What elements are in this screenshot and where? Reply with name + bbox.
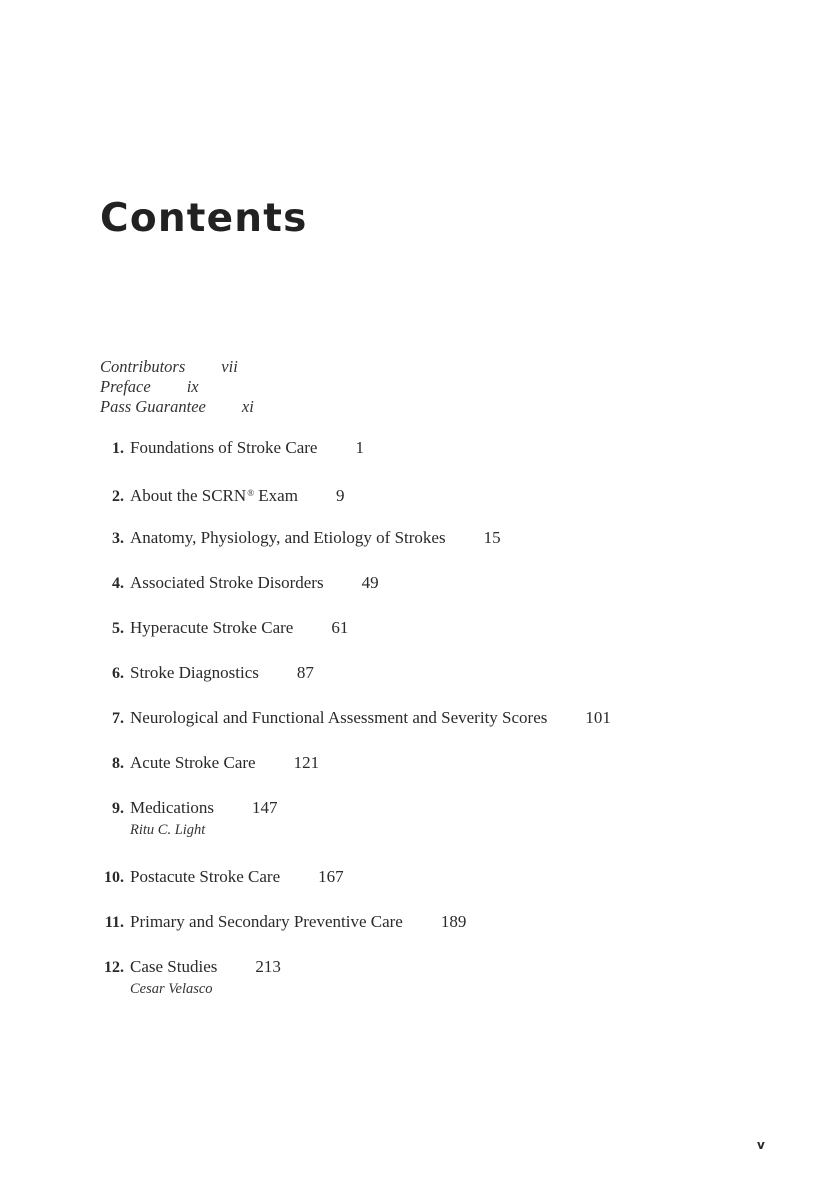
front-matter-label: Preface [100,377,151,396]
chapter-entry[interactable] [100,482,344,504]
chapter-title: Anatomy, Physiology, and Etiology of Strokes [130,528,446,547]
chapter-author: Cesar Velasco [130,981,213,997]
chapter-page: 87 [296,663,314,682]
page-number: v [757,1138,765,1152]
page-title: Contents [100,196,308,241]
chapter-number: 5. [112,620,124,637]
chapter-entry[interactable] [100,956,281,999]
front-matter-label: Pass Guarantee [100,397,206,416]
chapter-author: Ritu C. Light [130,822,206,838]
chapter-page: 167 [318,867,344,886]
chapter-number: 12. [104,959,124,976]
chapter-number: 2. [112,488,124,505]
front-matter-item[interactable] [100,357,254,377]
front-matter-page: xi [241,397,254,416]
chapter-number: 1. [112,440,124,457]
chapter-entry[interactable] [100,437,364,459]
chapter-page: 1 [355,438,364,457]
front-matter-item[interactable] [100,377,254,397]
chapter-number: 6. [112,665,124,682]
chapter-entry[interactable] [100,752,319,774]
chapter-title: Medications [130,798,215,817]
chapter-title: Case Studies [130,957,218,976]
registered-mark: ® [247,488,255,498]
chapter-number: 11. [104,914,124,931]
chapter-page: 101 [585,708,611,727]
chapter-title: Hyperacute Stroke Care [130,618,294,637]
chapter-title: About the SCRN [130,486,247,505]
chapter-title: Neurological and Functional Assessment and Severity Scores [130,708,548,727]
front-matter-item[interactable] [100,397,254,417]
front-matter-label: Contributors [100,357,186,376]
chapter-entry[interactable] [100,797,278,840]
chapter-title-suffix: Exam [254,486,298,505]
chapter-page: 15 [483,528,501,547]
chapter-title: Associated Stroke Disorders [130,573,324,592]
chapter-page: 213 [255,957,281,976]
chapter-number: 3. [112,530,124,547]
front-matter-page: vii [221,357,238,376]
chapter-title: Foundations of Stroke Care [130,438,318,457]
front-matter-list [100,357,254,417]
chapter-page: 189 [440,912,467,931]
chapter-entry[interactable] [100,911,466,933]
chapter-entry[interactable] [100,866,344,888]
chapter-number: 7. [112,710,124,727]
chapter-page: 121 [293,753,320,772]
chapter-title: Stroke Diagnostics [130,663,259,682]
chapter-entry[interactable] [100,662,314,684]
chapter-number: 10. [104,869,124,886]
chapter-entry[interactable] [100,707,611,729]
chapter-page: 147 [252,798,278,817]
chapter-page: 61 [331,618,349,637]
chapter-title: Primary and Secondary Preventive Care [130,912,403,931]
front-matter-page: ix [186,377,199,396]
chapter-page: 9 [335,486,345,505]
chapter-entry[interactable] [100,617,348,639]
chapter-title: Postacute Stroke Care [130,867,281,886]
chapter-entry[interactable] [100,527,501,549]
chapter-number: 8. [112,755,124,772]
chapter-page: 49 [361,573,379,592]
chapter-title: Acute Stroke Care [130,753,256,772]
chapter-entry[interactable] [100,572,379,594]
chapter-number: 4. [112,575,124,592]
chapter-number: 9. [112,800,124,817]
